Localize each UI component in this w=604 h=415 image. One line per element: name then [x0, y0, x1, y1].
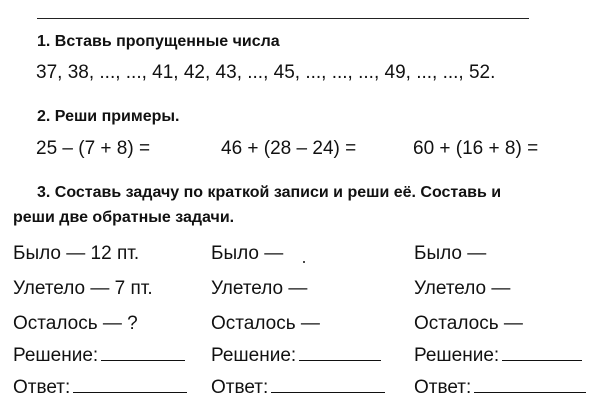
task1-heading: 1. Вставь пропущенные числа: [37, 33, 280, 50]
col3-uletelo: Улетело —: [414, 278, 511, 299]
col1-reshenie-blank[interactable]: [101, 344, 185, 361]
example-2: 46 + (28 – 24) =: [221, 138, 357, 159]
col3-reshenie-blank[interactable]: [502, 344, 582, 361]
col1-reshenie-row: [13, 344, 185, 367]
col2-uletelo: Улетело —: [211, 278, 308, 299]
task3-heading-line2: реши две обратные задачи.: [13, 209, 235, 226]
col3-otvet-blank[interactable]: [474, 376, 586, 393]
example-1: 25 – (7 + 8) =: [36, 138, 151, 159]
col2-reshenie-row: [211, 344, 381, 367]
col1-uletelo: Улетело — 7 пт.: [13, 278, 153, 299]
col3-bylo: Было —: [414, 243, 487, 264]
col2-otvet-blank[interactable]: [271, 376, 385, 393]
col2-otvet-row: [211, 376, 385, 399]
number-sequence: 37, 38, ..., ..., 41, 42, 43, ..., 45, ..., ..., ..., 49, ..., ..., 52.: [36, 62, 496, 83]
col3-ostalos: Осталось —: [414, 313, 523, 334]
col1-otvet-blank[interactable]: [73, 376, 187, 393]
col3-otvet-row: [414, 376, 586, 399]
col2-otvet-label: Ответ:: [211, 377, 269, 398]
task3-heading-line1: 3. Составь задачу по краткой записи и реши её. Составь и: [37, 184, 502, 201]
task2-heading: 2. Реши примеры.: [37, 108, 180, 125]
example-3: 60 + (16 + 8) =: [413, 138, 539, 159]
col2-reshenie-label: Решение:: [211, 345, 297, 366]
col2-ostalos: Осталось —: [211, 313, 320, 334]
col3-reshenie-row: [414, 344, 582, 367]
col2-bylo: Было —: [211, 243, 284, 264]
col1-otvet-label: Ответ:: [13, 377, 71, 398]
col1-reshenie-label: Решение:: [13, 345, 99, 366]
col3-reshenie-label: Решение:: [414, 345, 500, 366]
col1-ostalos: Осталось — ?: [13, 313, 138, 334]
stray-dot: [303, 261, 305, 263]
col1-bylo: Было — 12 пт.: [13, 243, 140, 264]
col3-otvet-label: Ответ:: [414, 377, 472, 398]
col1-otvet-row: [13, 376, 187, 399]
col2-reshenie-blank[interactable]: [299, 344, 381, 361]
top-rule: [37, 18, 529, 19]
